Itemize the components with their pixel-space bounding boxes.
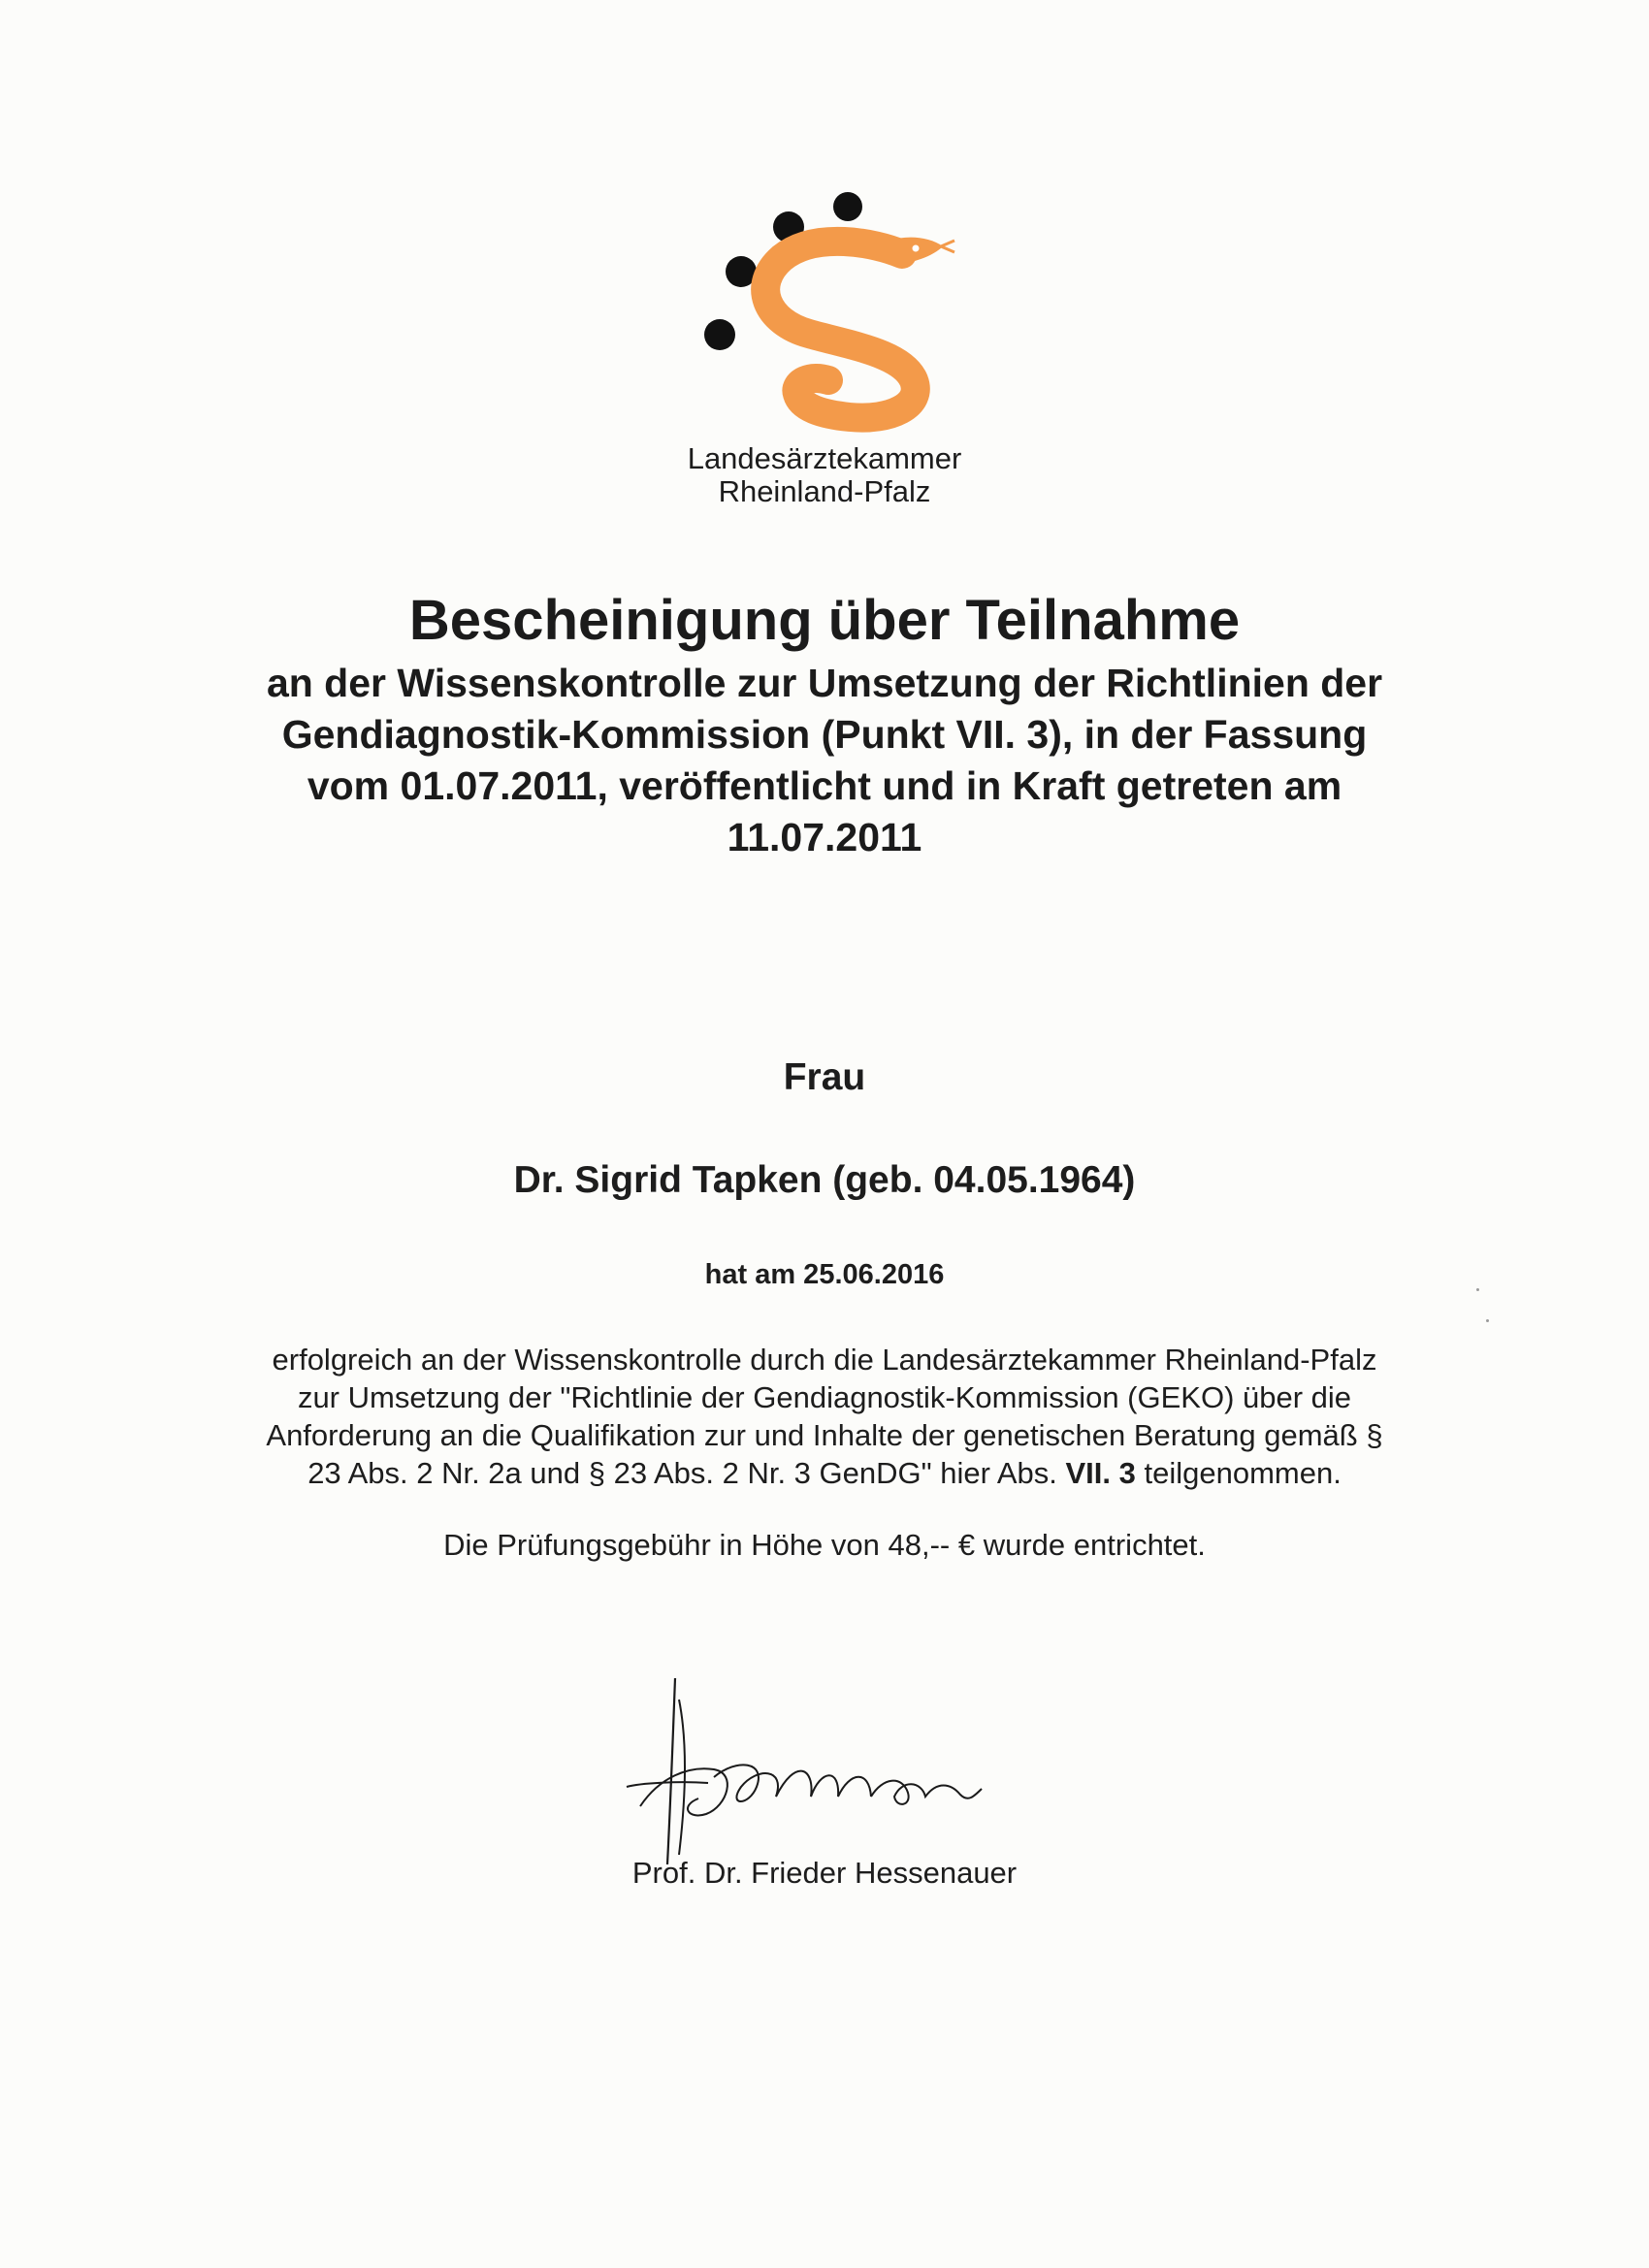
subtitle-line: 11.07.2011: [727, 815, 922, 859]
salutation: Frau: [783, 1056, 866, 1098]
logo-text-line1: Landesärztekammer: [687, 441, 962, 475]
fee-note: Die Prüfungsgebühr in Höhe von 48,-- € wurde entrichtet.: [443, 1528, 1206, 1562]
subtitle-line: an der Wissenskontrolle zur Umsetzung der Richtlinien der: [266, 661, 1383, 705]
body-last-prefix: 23 Abs. 2 Nr. 2a und § 23 Abs. 2 Nr. 3 GenDG" hier Abs.: [307, 1456, 1066, 1490]
body-last-suffix: teilgenommen.: [1135, 1456, 1342, 1490]
chamber-logo: [621, 175, 1028, 524]
recipient-name: Dr. Sigrid Tapken (geb. 04.05.1964): [513, 1159, 1136, 1201]
logo-dot: [833, 192, 862, 221]
scan-speck: [1486, 1319, 1489, 1322]
body-last-bold: VII. 3: [1065, 1456, 1136, 1490]
snake-body: [765, 242, 916, 418]
snake-staff-icon: [621, 175, 1028, 446]
certificate-subtitle: [165, 658, 1484, 863]
body-line: Anforderung an die Qualifikation zur und Inhalte der genetischen Beratung gemäß §: [266, 1418, 1383, 1452]
logo-dot: [704, 319, 735, 350]
certificate-body: [194, 1341, 1455, 1492]
exam-date: hat am 25.06.2016: [704, 1259, 945, 1290]
subtitle-line: vom 01.07.2011, veröffentlicht und in Kraft getreten am: [307, 763, 1342, 808]
subtitle-line: Gendiagnostik-Kommission (Punkt VII. 3), in der Fassung: [281, 712, 1368, 757]
body-line-last: [194, 1454, 1455, 1492]
snake-tongue: [941, 241, 954, 252]
snake-eye: [913, 245, 920, 252]
scan-speck: [1476, 1288, 1479, 1291]
body-line: zur Umsetzung der "Richtlinie der Gendiagnostik-Kommission (GEKO) über die: [297, 1380, 1352, 1414]
signer-name: Prof. Dr. Frieder Hessenauer: [631, 1856, 1018, 1890]
body-line: erfolgreich an der Wissenskontrolle durch die Landesärztekammer Rheinland-Pfalz: [272, 1343, 1377, 1377]
logo-text-line2: Rheinland-Pfalz: [718, 474, 931, 508]
certificate-title: Bescheinigung über Teilnahme: [408, 589, 1241, 652]
